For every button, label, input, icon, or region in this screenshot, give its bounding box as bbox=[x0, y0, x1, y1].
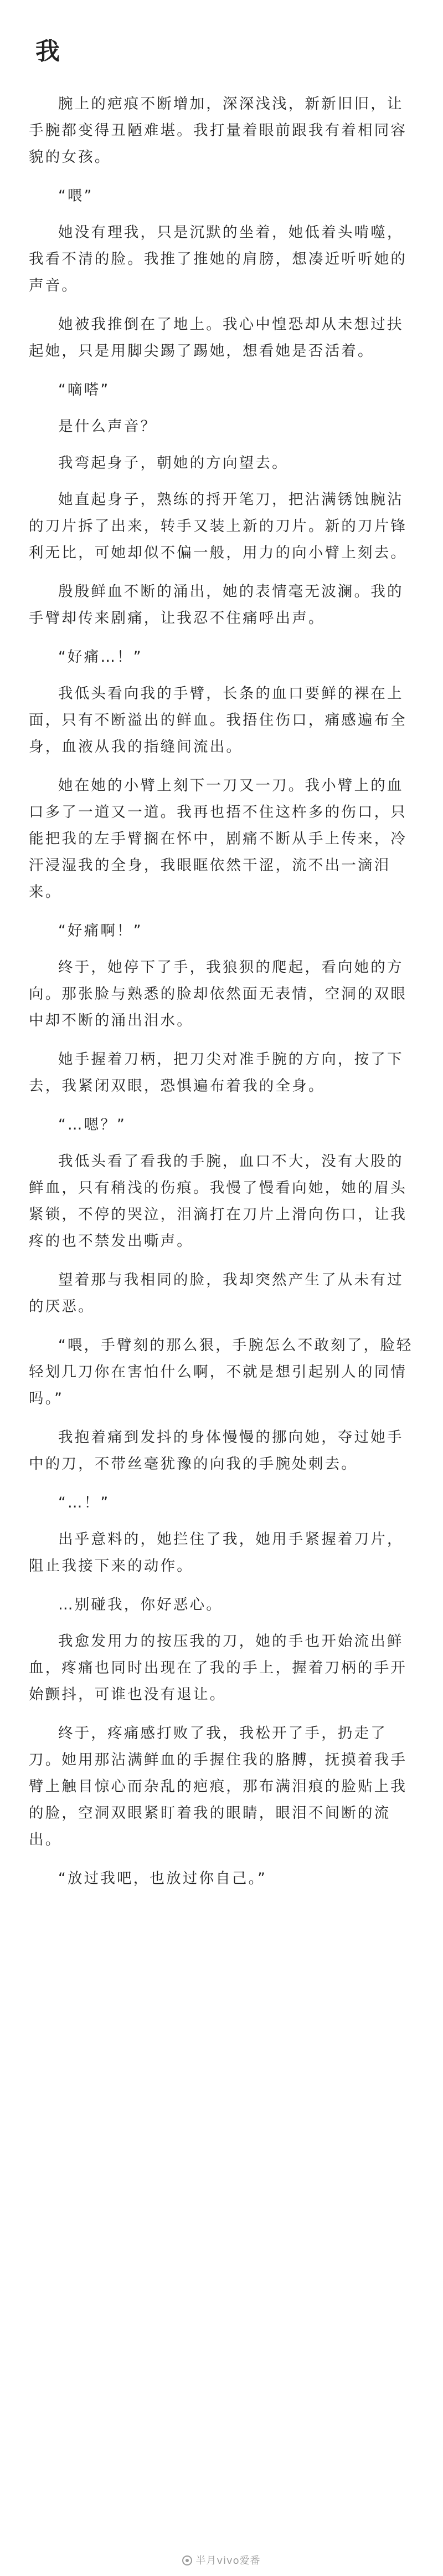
paragraph: 她被我推倒在了地上。我心中惶恐却从未想过扶起她，只是用脚尖踢了踢她，想看她是否活着。 bbox=[29, 316, 404, 360]
paragraph: 终于，她停下了手，我狼狈的爬起，看向她的方向。那张脸与熟悉的脸却依然面无表情，空洞的双眼中却不断的涌出泪水。 bbox=[29, 959, 408, 1029]
paragraph: “好痛…！” bbox=[58, 648, 143, 666]
paragraph: “放过我吧，也放过你自己。” bbox=[58, 1870, 267, 1887]
paragraph: “…嗯？” bbox=[58, 1116, 126, 1133]
watermark bbox=[0, 2553, 443, 2567]
paragraph: 望着那与我相同的脸，我却突然产生了从未有过的厌恶。 bbox=[29, 1271, 404, 1315]
paragraph: …别碰我，你好恶心。 bbox=[58, 1596, 223, 1613]
paragraph: 出乎意料的，她拦住了我，她用手紧握着刀片，阻止我接下来的动作。 bbox=[29, 1531, 404, 1575]
paragraph: 我低头看向我的手臂，长条的血口要鲜的裸在上面，只有不断溢出的鲜血。我捂住伤口，痛感遍布全身，血液从我的指缝间流出。 bbox=[29, 685, 408, 755]
watermark-text: 半月vivo爱番 bbox=[195, 2555, 261, 2567]
story-body bbox=[29, 91, 414, 1892]
paragraph: 我低头看了看我的手腕，血口不大，没有大股的鲜血，只有稍浅的伤痕。我慢了慢看向她，她的眉头紧锁，不停的哭泣，泪滴打在刀片上滑向伤口，让我疼的也不禁发出嘶声。 bbox=[29, 1153, 408, 1250]
paragraph: 是什么声音？ bbox=[58, 418, 157, 435]
paragraph: 她没有理我，只是沉默的坐着，她低着头啃噬，我看不清的脸。我推了推她的肩膀，想凑近听听她的声音。 bbox=[29, 224, 408, 294]
paragraph: “…！” bbox=[58, 1494, 110, 1511]
paragraph: 她在她的小臂上刻下一刀又一刀。我小臂上的血口多了一道又一道。我再也捂不住这杵多的伤口，只能把我的左手臂搁在怀中，剧痛不断从手上传来，冷汗浸湿我的全身，我眼眶依然干涩，流不出一滴泪来。 bbox=[29, 777, 408, 901]
paragraph: “喂，手臂刻的那么狠，手腕怎么不敢刻了，脸轻轻划几刀你在害怕什么啊，不就是想引起别人的同情吗。” bbox=[29, 1337, 413, 1407]
paragraph: “嘀嗒” bbox=[58, 381, 110, 398]
paragraph: 腕上的疤痕不断增加，深深浅浅，新新旧旧，让手腕都变得丑陋难堪。我打量着眼前跟我有着相同容貌的女孩。 bbox=[29, 95, 408, 166]
paragraph: 殷殷鲜血不断的涌出，她的表情毫无波澜。我的手臂却传来剧痛，让我忍不住痛呼出声。 bbox=[29, 583, 404, 627]
page-title: 我 bbox=[35, 37, 61, 65]
paragraph: 她手握着刀柄，把刀尖对准手腕的方向，按了下去，我紧闭双眼，恐惧遍布着我的全身。 bbox=[29, 1051, 404, 1095]
paragraph: 终于，疼痛感打败了我，我松开了手，扔走了刀。她用那沾满鲜血的手握住我的胳膊，抚摸着我手臂上触目惊心而杂乱的疤痕，那布满泪痕的脸贴上我的脸，空洞双眼紧盯着我的眼睛，眼泪不间断的流出。 bbox=[29, 1725, 408, 1848]
paragraph: “喂” bbox=[58, 187, 94, 205]
paragraph: “好痛啊！” bbox=[58, 922, 143, 939]
paragraph: 我愈发用力的按压我的刀，她的手也开始流出鲜血，疼痛也同时出现在了我的手上，握着刀柄的手开始颤抖，可谁也没有退让。 bbox=[29, 1633, 408, 1703]
paragraph: 我弯起身子，朝她的方向望去。 bbox=[58, 454, 289, 472]
weibo-icon bbox=[182, 2555, 192, 2565]
paragraph: 我抱着痛到发抖的身体慢慢的挪向她，夺过她手中的刀，不带丝毫犹豫的向我的手腕处刺去。 bbox=[29, 1429, 404, 1473]
paragraph: 她直起身子，熟练的捋开笔刀，把沾满锈蚀腕沾的刀片拆了出来，转手又装上新的刀片。新的刀片锋利无比，可她却似不偏一般，用力的向小臂上刻去。 bbox=[29, 491, 408, 561]
